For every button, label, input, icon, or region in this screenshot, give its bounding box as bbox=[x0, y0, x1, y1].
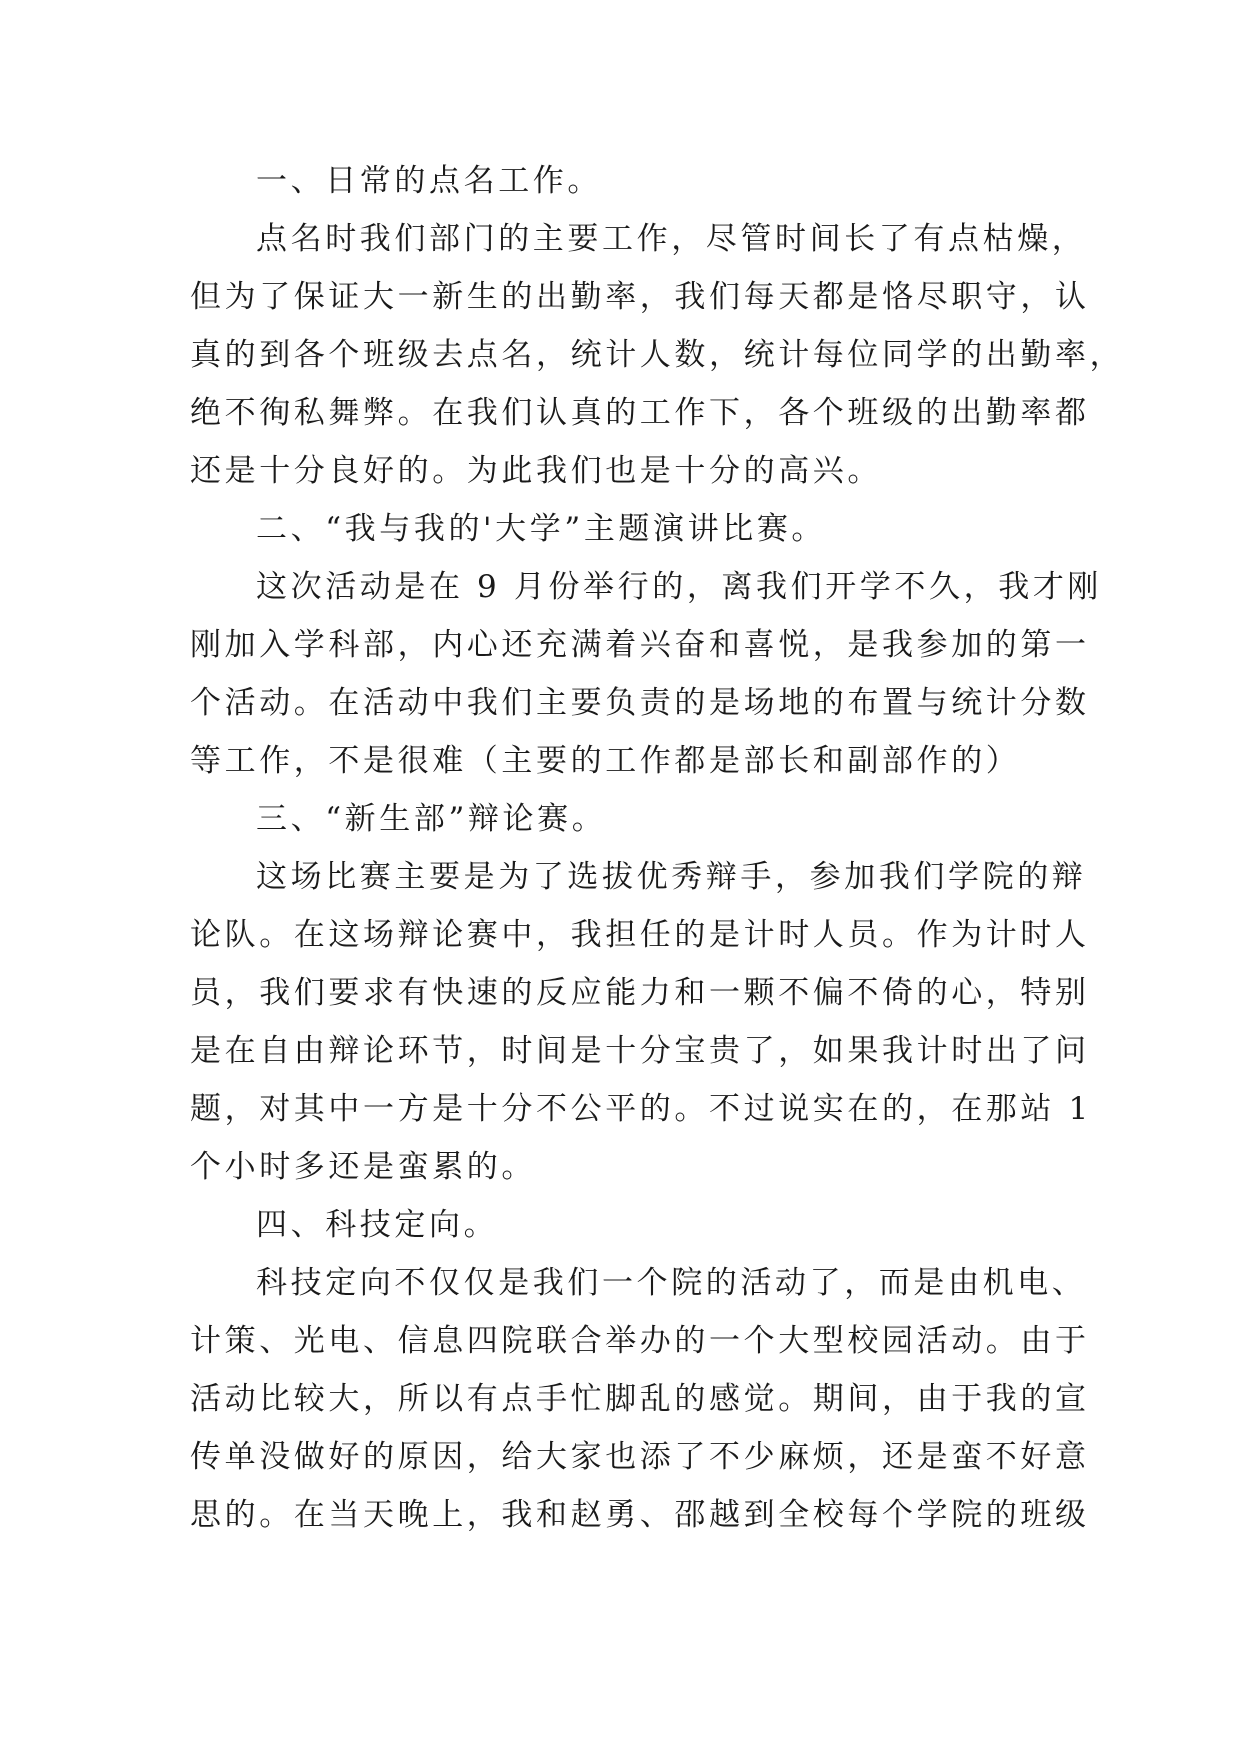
heading-1: 一、日常的点名工作。 bbox=[256, 163, 602, 199]
paragraph-line: 点名时我们部门的主要工作，尽管时间长了有点枯燥， bbox=[256, 221, 1087, 257]
paragraph-line: 个活动。在活动中我们主要负责的是场地的布置与统计分数 bbox=[190, 685, 1090, 721]
paragraph-line: 真的到各个班级去点名，统计人数，统计每位同学的出勤率， bbox=[190, 337, 1125, 373]
paragraph-line: 员，我们要求有快速的反应能力和一颗不偏不倚的心，特别 bbox=[190, 975, 1090, 1011]
paragraph-line: 绝不徇私舞弊。在我们认真的工作下，各个班级的出勤率都 bbox=[190, 395, 1090, 431]
paragraph-line: 这场比赛主要是为了选拔优秀辩手，参加我们学院的辩 bbox=[256, 859, 1087, 895]
paragraph-line: 这次活动是在 9 月份举行的，离我们开学不久，我才刚 bbox=[256, 569, 1103, 605]
paragraph-line: 科技定向不仅仅是我们一个院的活动了，而是由机电、 bbox=[256, 1265, 1087, 1301]
paragraph-line: 题，对其中一方是十分不公平的。不过说实在的，在那站 1 bbox=[190, 1091, 1092, 1127]
paragraph-line: 传单没做好的原因，给大家也添了不少麻烦，还是蛮不好意 bbox=[190, 1439, 1090, 1475]
paragraph-line: 个小时多还是蛮累的。 bbox=[190, 1149, 536, 1185]
paragraph-line: 等工作，不是很难（主要的工作都是部长和副部作的） bbox=[190, 743, 1021, 779]
paragraph-line: 思的。在当天晚上，我和赵勇、邵越到全校每个学院的班级 bbox=[190, 1497, 1090, 1533]
paragraph-line: 刚加入学科部，内心还充满着兴奋和喜悦，是我参加的第一 bbox=[190, 627, 1090, 663]
paragraph-line: 还是十分良好的。为此我们也是十分的高兴。 bbox=[190, 453, 882, 489]
heading-2: 二、“我与我的'大学”主题演讲比赛。 bbox=[256, 511, 827, 547]
heading-4: 四、科技定向。 bbox=[256, 1207, 499, 1243]
paragraph-line: 计策、光电、信息四院联合举办的一个大型校园活动。由于 bbox=[190, 1323, 1090, 1359]
paragraph-line: 论队。在这场辩论赛中，我担任的是计时人员。作为计时人 bbox=[190, 917, 1090, 953]
paragraph-line: 活动比较大，所以有点手忙脚乱的感觉。期间，由于我的宣 bbox=[190, 1381, 1090, 1417]
heading-3: 三、“新生部”辩论赛。 bbox=[256, 801, 607, 837]
paragraph-line: 是在自由辩论环节，时间是十分宝贵了，如果我计时出了问 bbox=[190, 1033, 1090, 1069]
paragraph-line: 但为了保证大一新生的出勤率，我们每天都是恪尽职守，认 bbox=[190, 279, 1090, 315]
